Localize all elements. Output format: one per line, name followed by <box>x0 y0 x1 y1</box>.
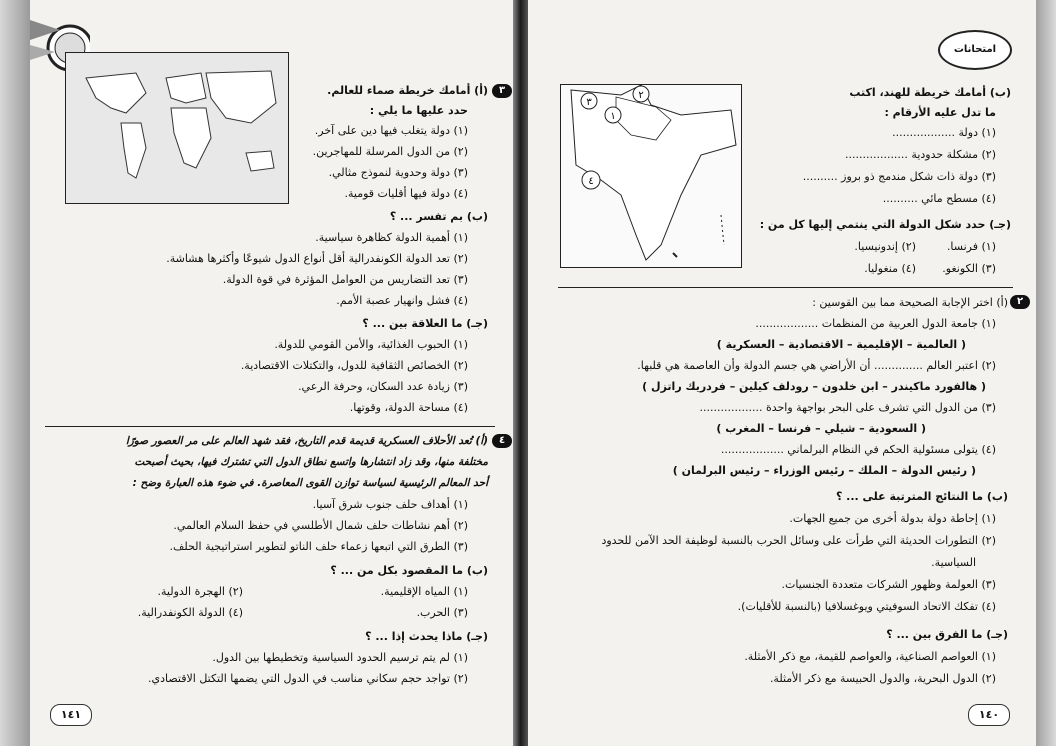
right-page <box>528 0 1036 746</box>
q2-question: (٢) اعتبر العالم .............. أن الأراضي هي جسم الدولة وأن العاصمة هي قلبها. <box>637 359 996 372</box>
q2-question: (٤) يتولى مسئولية الحكم في النظام البرلماني .................. <box>720 443 996 456</box>
world-map-image <box>65 52 289 204</box>
q4b-title: (ب) ما المقصود بكل من ... ؟ <box>330 564 488 577</box>
left-page <box>30 0 513 746</box>
q3b-item: (٢) تعد الدولة الكونفدرالية أقل أنواع الدول شيوعًا وأكثرها هشاشة. <box>166 252 468 265</box>
page-number: ١٤٠ <box>968 704 1010 726</box>
q2c-item: (٢) الدول البحرية، والدول الحبيسة مع ذكر الأمثلة. <box>769 672 996 685</box>
q3-item: (١) دولة يتغلب فيها دين على آخر. <box>314 124 468 137</box>
q4b-item: (٢) الهجرة الدولية. <box>157 585 243 598</box>
q3b-item: (٤) فشل وانهيار عصبة الأمم. <box>336 294 468 307</box>
header-badge: امتحانات <box>938 30 1012 70</box>
q2-title: (أ) اختر الإجابة الصحيحة مما بين القوسين : <box>812 296 1008 309</box>
q4-item: (٣) الطرق التي اتبعها زعماء حلف الناتو لتطوير استراتيجية الحلف. <box>169 540 468 553</box>
question-number-3: ٣ <box>492 84 512 98</box>
q1c-title: (جـ) حدد شكل الدولة التي ينتمي إليها كل من : <box>759 218 1011 231</box>
q3c-item: (٣) زيادة عدد السكان، وحرفة الرعي. <box>298 380 468 393</box>
q4c-title: (جـ) ماذا يحدث إذا ... ؟ <box>365 630 488 643</box>
q2-options: ( هالفورد ماكيندر – ابن خلدون – رودلف كيلين – فردريك راتزل ) <box>642 380 986 393</box>
q2-options: ( السعودية – شيلي – فرنسا – المغرب ) <box>716 422 926 435</box>
q4b-item: (١) المياه الإقليمية. <box>380 585 468 598</box>
q2b-item: (٣) العولمة وظهور الشركات متعددة الجنسيات. <box>781 578 996 591</box>
q2c-item: (١) العواصم الصناعية، والعواصم للقيمة، مع ذكر الأمثلة. <box>744 650 996 663</box>
q4b-item: (٣) الحرب. <box>416 606 468 619</box>
q2-question: (٣) من الدول التي تشرف على البحر بواجهة واحدة .................. <box>699 401 996 414</box>
q2-question: (١) جامعة الدول العربية من المنظمات .................. <box>755 317 996 330</box>
q3-subtitle: حدد عليها ما يلي : <box>369 104 468 117</box>
q3c-item: (١) الحبوب الغذائية، والأمن القومي للدولة. <box>274 338 468 351</box>
question-number-2: ٢ <box>1010 295 1030 309</box>
map-label: ٤ <box>588 176 594 187</box>
q1b-item: (٣) دولة ذات شكل مندمج ذو بروز .......... <box>802 170 996 183</box>
q4c-item: (٢) تواجد حجم سكاني مناسب في الدول التي يضمها التكتل الاقتصادي. <box>148 672 468 685</box>
india-map-image <box>560 84 742 268</box>
q4c-item: (١) لم يتم ترسيم الحدود السياسية وتخطيطها بين الدول. <box>212 651 468 664</box>
q4-intro-line: مختلفة منها، وقد زاد انتشارها واتسع نطاق الدول التي تشترك فيها، بحيث أصبحت <box>134 456 488 468</box>
q4b-item: (٤) الدولة الكونفدرالية. <box>137 606 243 619</box>
map-label: ٢ <box>638 90 644 101</box>
q3-item: (٣) دولة وحدوية لنموذج مثالي. <box>328 166 468 179</box>
question-number-4: ٤ <box>492 434 512 448</box>
map-label: ٣ <box>586 97 592 108</box>
q1c-item: (١) فرنسا. <box>946 240 996 253</box>
q4-intro-line: أحد المعالم الرئيسية لسياسة توازن القوى المعاصرة. في ضوء هذه العبارة وضح : <box>132 477 488 489</box>
q2b-item: (٢) التطورات الحديثة التي طرأت على وسائل الحرب بالنسبة لوظيفة الحد الآمن للحدود <box>601 534 996 547</box>
q1b-item: (٤) مسطح مائي .......... <box>882 192 996 205</box>
q2b-item: (٤) تفكك الاتحاد السوفيتي ويوغسلافيا (بالنسبة للأقليات). <box>737 600 996 613</box>
q3-item: (٤) دولة فيها أقليات قومية. <box>344 187 468 200</box>
section-divider <box>45 426 495 427</box>
q2c-title: (جـ) ما الفرق بين ... ؟ <box>886 628 1008 641</box>
q1c-item: (٤) منغوليا. <box>864 262 916 275</box>
q3c-item: (٢) الخصائص الثقافية للدول، والتكتلات الاقتصادية. <box>240 359 468 372</box>
q3c-item: (٤) مساحة الدولة، وقوتها. <box>349 401 468 414</box>
q1b-subtitle: ما تدل عليه الأرقام : <box>884 106 996 119</box>
q1b-item: (٢) مشكلة حدودية .................. <box>844 148 996 161</box>
q4-item: (١) أهداف حلف جنوب شرق آسيا. <box>312 498 468 511</box>
book-gutter <box>513 0 528 746</box>
q1b-title: (ب) أمامك خريطة للهند، اكتب <box>849 86 1011 99</box>
q1c-item: (٢) إندونيسيا. <box>854 240 916 253</box>
q1b-item: (١) دولة .................. <box>892 126 996 139</box>
q2b-item: (١) إحاطة دولة بدولة أخرى من جميع الجهات. <box>789 512 996 525</box>
q2-options: ( العالمية – الإقليمية – الاقتصادية – العسكرية ) <box>716 338 966 351</box>
q2b-title: (ب) ما النتائج المترتبة على ... ؟ <box>835 490 1008 503</box>
q3b-title: (ب) بم تفسر ... ؟ <box>389 210 488 223</box>
page-number: ١٤١ <box>50 704 92 726</box>
q3b-item: (٣) تعد التضاريس من العوامل المؤثرة في قوة الدولة. <box>222 273 468 286</box>
q3-item: (٢) من الدول المرسلة للمهاجرين. <box>312 145 468 158</box>
q3-title: (أ) أمامك خريطة صماء للعالم. <box>327 84 488 97</box>
q4-item: (٢) أهم نشاطات حلف شمال الأطلسي في حفظ السلام العالمي. <box>173 519 468 532</box>
q2b-item: السياسية. <box>931 556 976 569</box>
section-divider <box>558 287 1013 288</box>
map-label: ١ <box>610 111 616 122</box>
q3b-item: (١) أهمية الدولة كظاهرة سياسية. <box>315 231 468 244</box>
q4-intro-line: (أ) تُعد الأحلاف العسكرية قديمة قدم التاريخ، فقد شهد العالم على مر العصور صورًا <box>125 435 488 447</box>
q2-options: ( رئيس الدولة – الملك – رئيس الوزراء – رئيس البرلمان ) <box>672 464 976 477</box>
q1c-item: (٣) الكونغو. <box>942 262 996 275</box>
q3c-title: (جـ) ما العلاقة بين ... ؟ <box>362 317 488 330</box>
